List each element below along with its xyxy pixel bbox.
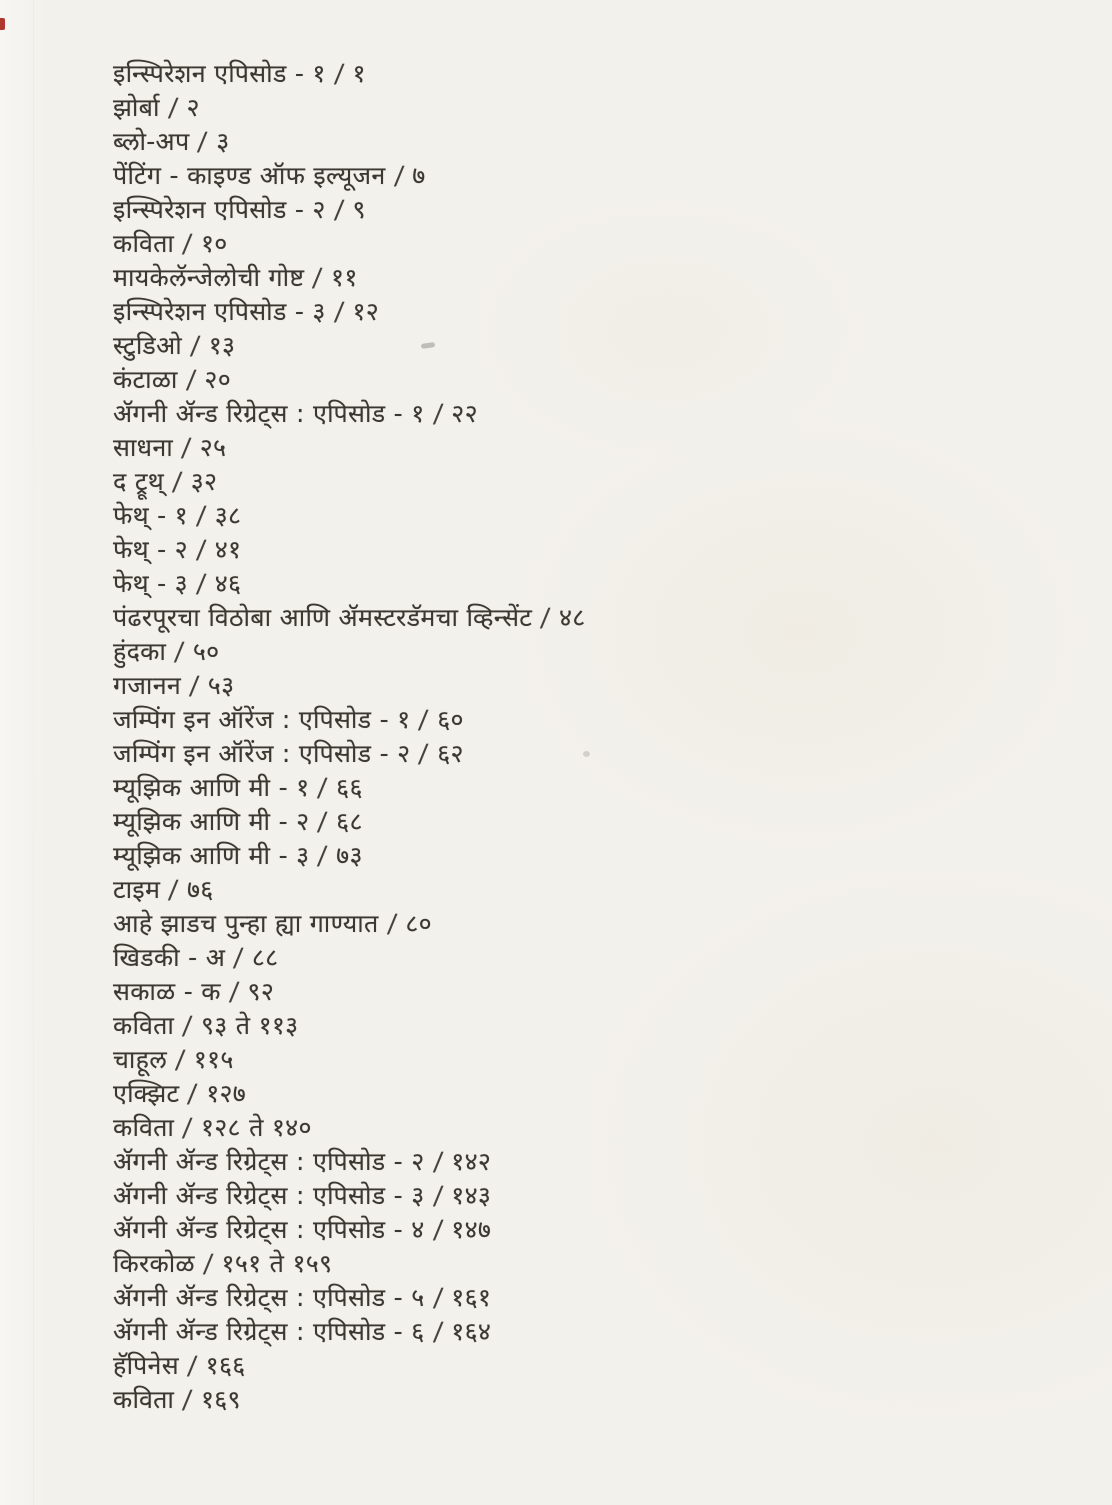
toc-entry-page: ४१ [214,535,242,564]
page-edge-shadow [33,0,34,1505]
toc-entry-page: ४६ [214,569,242,598]
toc-entry-title: जम्पिंग इन ऑरेंज : एपिसोड - १ [113,705,411,734]
toc-entry-separator: / [167,93,180,122]
toc-entry-page: २५ [199,433,227,462]
toc-entry [113,91,1072,125]
toc-entry [113,1213,1072,1247]
toc-entry [113,193,1072,227]
toc-entry [113,329,1072,363]
toc-entry-separator: / [185,365,197,394]
toc-entry-title: चाहूल [113,1045,168,1074]
toc-entry-page: १६६ [205,1351,246,1380]
toc-entry-page: ९३ ते ११३ [200,1011,299,1040]
toc-entry [113,397,1072,431]
toc-entry [113,1179,1072,1213]
toc-entry-title: कविता [113,229,175,258]
toc-entry-title: म्यूझिक आणि मी - १ [113,773,310,802]
toc-entry [113,567,1072,601]
toc-entry [113,1043,1072,1077]
toc-entry-title: ॲगनी ॲन्ड रिग्रेट्स : एपिसोड - ६ [113,1317,425,1346]
toc-entry-separator: / [181,1113,194,1142]
toc-entry-title: टाइम [113,875,161,904]
toc-entry-page: १४२ [451,1147,492,1176]
toc-entry-separator: / [316,807,329,836]
toc-entry-title: पंढरपूरचा विठोबा आणि ॲमस्टरडॅमचा व्हिन्सेंट [113,603,533,632]
toc-entry [113,907,1072,941]
toc-entry [113,261,1072,295]
toc-entry [113,431,1072,465]
toc-entry-page: ८० [405,909,432,938]
toc-entry-separator: / [186,1079,199,1108]
toc-entry-separator: / [393,161,405,190]
toc-entry [113,703,1072,737]
toc-entry-separator: / [196,127,209,156]
toc-entry-page: ४८ [558,603,586,632]
toc-entry [113,1077,1072,1111]
toc-entry-page: ७ [412,161,426,190]
toc-entry [113,57,1072,91]
toc-entry-page: १२७ [206,1079,247,1108]
toc-entry-title: कविता [113,1011,175,1040]
toc-entry-separator: / [228,977,241,1006]
toc-entry-title: गजानन [113,671,182,700]
toc-entry [113,1145,1072,1179]
toc-entry-separator: / [432,1317,444,1346]
toc-entry-title: इन्स्पिरेशन एपिसोड - २ [113,195,326,224]
toc-entry-title: हुंदका [113,637,167,666]
toc-entry-title: साधना [113,433,174,462]
toc-entry [113,125,1072,159]
toc-entry-page: ३ [216,127,230,156]
toc-entry-title: म्यूझिक आणि मी - २ [113,807,310,836]
toc-entry-title: कंटाळा [113,365,178,394]
toc-entry [113,465,1072,499]
toc-entry-page: २२ [451,399,478,428]
toc-entry-separator: / [232,943,245,972]
toc-entry-title: एक्झिट [113,1079,180,1108]
toc-entry-title: फेथ् - ३ [113,569,188,598]
toc-entry [113,1247,1072,1281]
toc-entry-title: द ट्रूथ् [113,467,164,496]
toc-entry [113,1281,1072,1315]
toc-entry-title: म्यूझिक आणि मी - ३ [113,841,310,870]
toc-entry-separator: / [195,535,208,564]
toc-entry-page: ११५ [193,1045,234,1074]
toc-entry-separator: / [432,1147,444,1176]
toc-entry-page: १४३ [451,1181,492,1210]
toc-entry-title: हॅपिनेस [113,1351,179,1380]
toc-entry [113,941,1072,975]
toc-entry-page: २ [186,93,200,122]
toc-entry-title: मायकेलॅन्जेलोची गोष्ट [113,263,305,292]
toc-entry [113,1111,1072,1145]
toc-entry-page: २० [204,365,231,394]
toc-entry-separator: / [181,1011,194,1040]
toc-entry-title: ॲगनी ॲन्ड रिग्रेट्स : एपिसोड - २ [113,1147,425,1176]
toc-entry-separator: / [167,875,180,904]
toc-entry-title: किरकोळ [113,1249,195,1278]
toc-entry-page: ७६ [186,875,214,904]
toc-entry [113,737,1072,771]
toc-entry-separator: / [171,467,184,496]
toc-entry-title: इन्स्पिरेशन एपिसोड - ३ [113,297,326,326]
toc-entry-page: ३२ [190,467,218,496]
toc-entry-separator: / [316,773,329,802]
toc-entry-separator: / [417,705,430,734]
toc-entry-separator: / [432,1283,444,1312]
toc-entry-page: १० [200,229,228,258]
toc-entry-title: कविता [113,1113,175,1142]
toc-entry-separator: / [432,1181,444,1210]
toc-entry-page: ९ [352,195,366,224]
toc-entry-title: ॲगनी ॲन्ड रिग्रेट्स : एपिसोड - ३ [113,1181,425,1210]
toc-entry [113,669,1072,703]
toc-entry-page: ११ [331,263,358,292]
toc-entry-separator: / [311,263,324,292]
toc-entry-page: १४७ [451,1215,492,1244]
toc-entry-title: जम्पिंग इन ऑरेंज : एपिसोड - २ [113,739,411,768]
toc-entry [113,1383,1072,1417]
toc-entry-separator: / [188,671,201,700]
toc-entry-page: १ [352,59,366,88]
toc-entry-separator: / [333,195,346,224]
toc-entry-page: १३ [208,331,236,360]
toc-entry-page: १२ [352,297,380,326]
toc-entry-separator: / [386,909,398,938]
toc-entry-page: ९२ [247,977,275,1006]
toc-entry-title: कविता [113,1385,175,1414]
toc-entry [113,295,1072,329]
toc-entry [113,975,1072,1009]
toc-entry [113,499,1072,533]
toc-entry-page: ६६ [336,773,363,802]
toc-entry [113,227,1072,261]
toc-entry-title: फेथ् - १ [113,501,188,530]
toc-entry-separator: / [195,501,208,530]
toc-entry [113,839,1072,873]
toc-entry-page: ६० [437,705,464,734]
toc-entry [113,533,1072,567]
toc-entry-title: स्टुडिओ [113,331,182,360]
toc-entry-title: खिडकी - अ [113,943,226,972]
toc-entry-page: ३८ [214,501,242,530]
toc-entry [113,771,1072,805]
toc-entry-title: पेंटिंग - काइण्ड ऑफ इल्यूजन [113,161,386,190]
toc-entry-page: ६८ [336,807,363,836]
toc-entry-separator: / [316,841,329,870]
toc-list [113,57,1072,1417]
toc-entry-title: आहे झाडच पुन्हा ह्या गाण्यात [113,909,379,938]
toc-entry [113,1349,1072,1383]
toc-entry [113,363,1072,397]
toc-entry-separator: / [181,1385,194,1414]
toc-entry-separator: / [417,739,430,768]
toc-entry-title: ॲगनी ॲन्ड रिग्रेट्स : एपिसोड - ४ [113,1215,425,1244]
toc-entry [113,1315,1072,1349]
toc-entry-separator: / [202,1249,215,1278]
toc-entry [113,1009,1072,1043]
toc-entry [113,159,1072,193]
toc-entry-separator: / [432,1215,444,1244]
toc-entry-separator: / [173,637,186,666]
toc-entry-separator: / [186,1351,199,1380]
toc-entry [113,635,1072,669]
toc-entry-title: फेथ् - २ [113,535,188,564]
toc-entry-page: १६१ [451,1283,492,1312]
toc-entry [113,601,1072,635]
toc-entry-separator: / [432,399,444,428]
toc-entry-separator: / [539,603,552,632]
toc-entry-page: १६९ [200,1385,241,1414]
toc-entry-page: ८८ [251,943,279,972]
toc-entry-separator: / [174,1045,187,1074]
toc-entry-separator: / [333,59,346,88]
toc-entry [113,873,1072,907]
toc-entry-page: ६२ [437,739,464,768]
toc-entry-separator: / [180,433,193,462]
toc-entry-title: झोर्बा [113,93,160,122]
toc-entry-title: सकाळ - क [113,977,221,1006]
toc-entry-page: ५३ [207,671,235,700]
toc-entry-page: १२८ ते १४० [200,1113,312,1142]
toc-entry-page: १६४ [451,1317,492,1346]
toc-entry-separator: / [189,331,202,360]
toc-entry-page: ५० [192,637,220,666]
toc-entry-title: ॲगनी ॲन्ड रिग्रेट्स : एपिसोड - १ [113,399,425,428]
toc-entry-title: इन्स्पिरेशन एपिसोड - १ [113,59,326,88]
toc-entry-separator: / [195,569,208,598]
toc-entry-separator: / [181,229,194,258]
toc-entry-page: ७३ [336,841,363,870]
toc-entry-page: १५१ ते १५९ [221,1249,333,1278]
scan-artifact-red-mark [0,18,5,30]
toc-entry-title: ॲगनी ॲन्ड रिग्रेट्स : एपिसोड - ५ [113,1283,425,1312]
toc-entry [113,805,1072,839]
toc-entry-title: ब्लो-अप [113,127,190,156]
toc-entry-separator: / [333,297,346,326]
